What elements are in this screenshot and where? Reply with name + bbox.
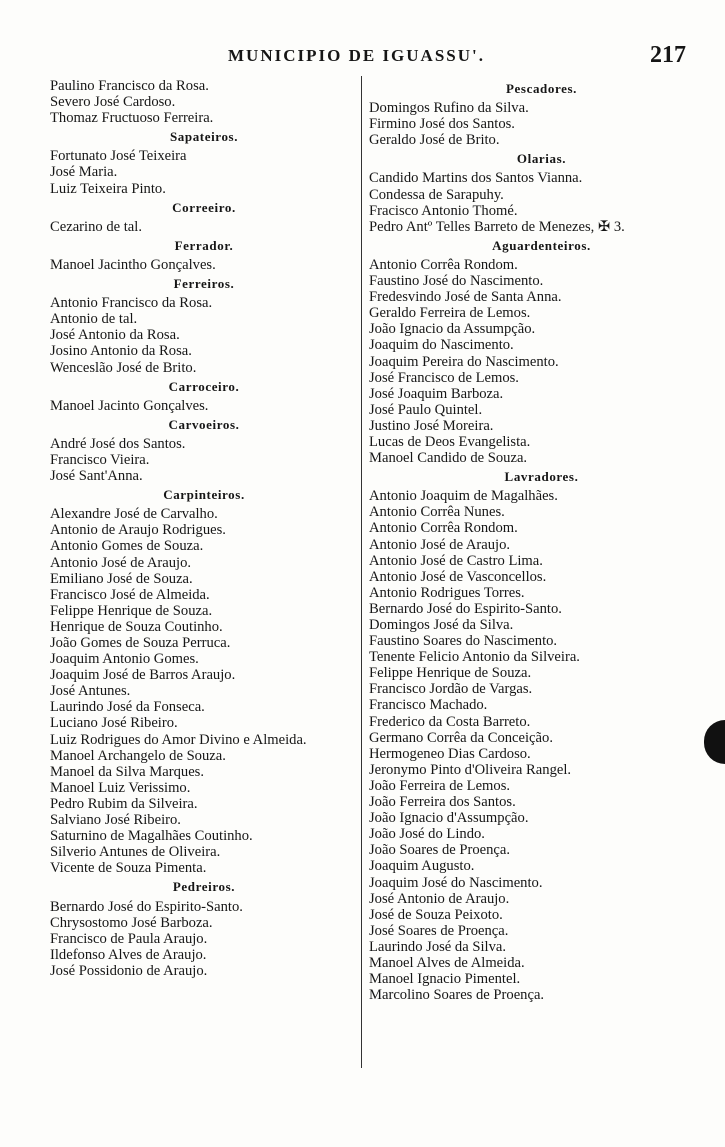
page-number: 217 <box>650 42 686 68</box>
list-entry: Josino Antonio da Rosa. <box>50 343 192 360</box>
list-entry: Luciano José Ribeiro. <box>50 715 178 732</box>
list-entry: Antonio Francisco da Rosa. <box>50 295 213 312</box>
list-entry: José Maria. <box>50 164 118 181</box>
list-entry: Joaquim Augusto. <box>369 858 475 875</box>
list-entry: Frederico da Costa Barreto. <box>369 713 531 730</box>
list-entry: Saturnino de Magalhães Coutinho. <box>50 828 253 845</box>
list-entry: João Ferreira de Lemos. <box>369 777 511 794</box>
list-entry: Thomaz Fructuoso Ferreira. <box>50 110 214 127</box>
section-title: Sapateiros. <box>169 129 239 145</box>
list-entry: Silverio Antunes de Oliveira. <box>50 844 221 861</box>
list-entry: André José dos Santos. <box>50 435 186 452</box>
list-entry: Lucas de Deos Evangelista. <box>369 433 531 450</box>
list-entry: Francisco José de Almeida. <box>50 586 210 603</box>
section-carvoeiros <box>50 417 358 484</box>
left-column <box>50 78 358 979</box>
section-sapateiros <box>50 129 358 196</box>
section-title: Carpinteiros. <box>163 487 245 503</box>
section-title: Carvoeiros. <box>168 416 240 432</box>
list-entry: Domingos Rufino da Silva. <box>369 100 529 117</box>
list-entry: Bernardo José do Espirito-Santo. <box>50 898 243 915</box>
page-title: MUNICIPIO DE IGUASSU'. <box>228 46 485 65</box>
list-entry: José Joaquim Barboza. <box>369 385 504 402</box>
section-correeiro <box>50 200 358 235</box>
list-entry: Antonio José de Araujo. <box>369 536 511 553</box>
list-entry: Manoel Alves de Almeida. <box>369 954 525 971</box>
list-entry: Firmino José dos Santos. <box>369 116 515 133</box>
section-pedreiros <box>50 879 358 979</box>
list-entry: Fracisco Antonio Thomé. <box>369 202 518 219</box>
list-entry: Joaquim José de Barros Araujo. <box>50 667 236 684</box>
list-entry: Laurindo José da Fonseca. <box>50 699 205 716</box>
list-entry: Antonio de tal. <box>50 311 138 328</box>
section-ferrador <box>50 238 358 273</box>
list-entry: Cezarino de tal. <box>50 218 142 235</box>
list-entry: Marcolino Soares de Proença. <box>369 987 545 1004</box>
list-entry: Luiz Teixeira Pinto. <box>50 180 166 197</box>
list-entry: José Paulo Quintel. <box>369 401 483 418</box>
list-entry: Alexandre José de Carvalho. <box>50 506 218 523</box>
section-carpinteiros <box>50 487 358 876</box>
list-entry: Manoel Luiz Verissimo. <box>50 779 191 796</box>
list-entry: Geraldo José de Brito. <box>369 132 500 149</box>
list-entry: Jeronymo Pinto d'Oliveira Rangel. <box>369 761 572 778</box>
list-entry: Felippe Henrique de Souza. <box>369 665 532 682</box>
list-entry: Wenceslão José de Brito. <box>50 359 197 376</box>
list-entry: José Antonio de Araujo. <box>369 890 510 907</box>
list-entry: Salviano José Ribeiro. <box>50 812 181 829</box>
page-header <box>0 42 725 72</box>
list-entry: Manoel Ignacio Pimentel. <box>369 971 521 988</box>
list-entry: Joaquim Pereira do Nascimento. <box>369 353 559 370</box>
list-entry: Antonio Gomes de Souza. <box>50 538 204 555</box>
list-entry: Henrique de Souza Coutinho. <box>50 618 223 635</box>
list-entry: João Ignacio da Assumpção. <box>369 321 536 338</box>
list-entry: Bernardo José do Espirito-Santo. <box>369 600 562 617</box>
list-entry: Domingos José da Silva. <box>369 617 514 633</box>
list-entry: Luiz Rodrigues do Amor Divino e Almeida. <box>50 731 307 748</box>
section-ferreiros <box>50 276 358 376</box>
section-pescadores <box>369 81 714 148</box>
section-aguardenteiros <box>369 238 714 466</box>
section-title: Correeiro. <box>172 199 236 215</box>
list-entry: Chrysostomo José Barboza. <box>50 914 213 931</box>
list-entry: José Soares de Proença. <box>369 922 509 939</box>
list-entry: Manoel Archangelo de Souza. <box>50 747 226 764</box>
section-title: Pedreiros. <box>172 879 236 895</box>
list-entry: Francisco Machado. <box>369 697 488 714</box>
section-title: Lavradores. <box>504 469 579 485</box>
list-entry: Fortunato José Teixeira <box>50 148 187 165</box>
column-divider <box>361 76 362 1068</box>
list-entry: Antonio José de Castro Lima. <box>369 552 543 569</box>
list-entry: Antonio Corrêa Rondom. <box>369 256 518 273</box>
list-entry: Manoel Jacintho Gonçalves. <box>50 256 216 273</box>
list-entry: Francisco de Paula Araujo. <box>50 930 208 947</box>
list-entry: Manoel Candido de Souza. <box>369 450 528 467</box>
list-entry: Pedro Rubim da Silveira. <box>50 795 198 812</box>
list-entry: João José do Lindo. <box>369 826 485 843</box>
list-entry: Antonio Corrêa Rondom. <box>369 520 518 537</box>
list-entry: Manoel Jacinto Gonçalves. <box>50 397 209 414</box>
list-entry: Antonio José de Araujo. <box>50 554 192 571</box>
list-entry: Pedro Antº Telles Barreto de Menezes, ✠ 3. <box>369 218 625 235</box>
list-entry: Paulino Francisco da Rosa. <box>50 78 209 94</box>
list-entry: Geraldo Ferreira de Lemos. <box>369 305 531 322</box>
list-entry: Candido Martins dos Santos Vianna. <box>369 170 583 187</box>
right-column <box>369 78 714 1003</box>
list-entry: Emiliano José de Souza. <box>50 570 193 587</box>
list-entry: João Ferreira dos Santos. <box>369 794 516 811</box>
list-entry: Hermogeneo Dias Cardoso. <box>369 745 531 762</box>
list-entry: Joaquim Antonio Gomes. <box>50 651 199 668</box>
list-entry: Antonio Rodrigues Torres. <box>369 584 525 601</box>
list-entry: Vicente de Souza Pimenta. <box>50 860 207 877</box>
list-entry: Justino José Moreira. <box>369 417 494 434</box>
list-entry: Ildefonso Alves de Araujo. <box>50 946 207 963</box>
list-entry: Severo José Cardoso. <box>50 94 176 111</box>
list-entry: Antonio Joaquim de Magalhães. <box>369 488 558 505</box>
list-entry: Germano Corrêa da Conceição. <box>369 729 553 746</box>
section-title: Carroceiro. <box>168 378 240 394</box>
list-entry: João Soares de Proença. <box>369 842 511 859</box>
list-entry: José Francisco de Lemos. <box>369 369 519 386</box>
list-entry: Francisco Jordão de Vargas. <box>369 681 533 698</box>
section-title: Ferrador. <box>174 237 234 253</box>
list-entry: José Antonio da Rosa. <box>50 327 180 344</box>
section-title: Aguardenteiros. <box>492 237 591 253</box>
list-entry: José Sant'Anna. <box>50 468 143 485</box>
list-entry: João Gomes de Souza Perruca. <box>50 635 231 651</box>
list-entry: Antonio José de Vasconcellos. <box>369 568 547 585</box>
section-lavradores <box>369 469 714 1003</box>
list-entry: Fredesvindo José de Santa Anna. <box>369 289 562 306</box>
list-entry: Felippe Henrique de Souza. <box>50 602 213 619</box>
section-olarias <box>369 151 714 234</box>
list-entry: Laurindo José da Silva. <box>369 938 506 955</box>
list-entry: José Possidonio de Araujo. <box>50 962 208 979</box>
list-entry: João Ignacio d'Assumpção. <box>369 810 529 827</box>
list-entry: Faustino Soares do Nascimento. <box>369 633 558 650</box>
list-entry: Francisco Vieira. <box>50 451 150 468</box>
list-entry: Antonio de Araujo Rodrigues. <box>50 522 226 539</box>
list-entry: Tenente Felicio Antonio da Silveira. <box>369 649 580 666</box>
list-entry: Joaquim José do Nascimento. <box>369 874 543 891</box>
list-entry: Manoel da Silva Marques. <box>50 763 205 780</box>
list-entry: Faustino José do Nascimento. <box>369 273 544 290</box>
list-entry: Joaquim do Nascimento. <box>369 337 514 354</box>
section-carroceiro <box>50 379 358 414</box>
list-entry: José de Souza Peixoto. <box>369 906 503 923</box>
section-title: Olarias. <box>516 151 567 167</box>
list-entry: Condessa de Sarapuhy. <box>369 186 504 203</box>
list-entry: José Antunes. <box>50 683 131 700</box>
list-entry: Antonio Corrêa Nunes. <box>369 504 505 521</box>
section-title: Pescadores. <box>506 81 577 96</box>
section-title: Ferreiros. <box>173 276 235 292</box>
